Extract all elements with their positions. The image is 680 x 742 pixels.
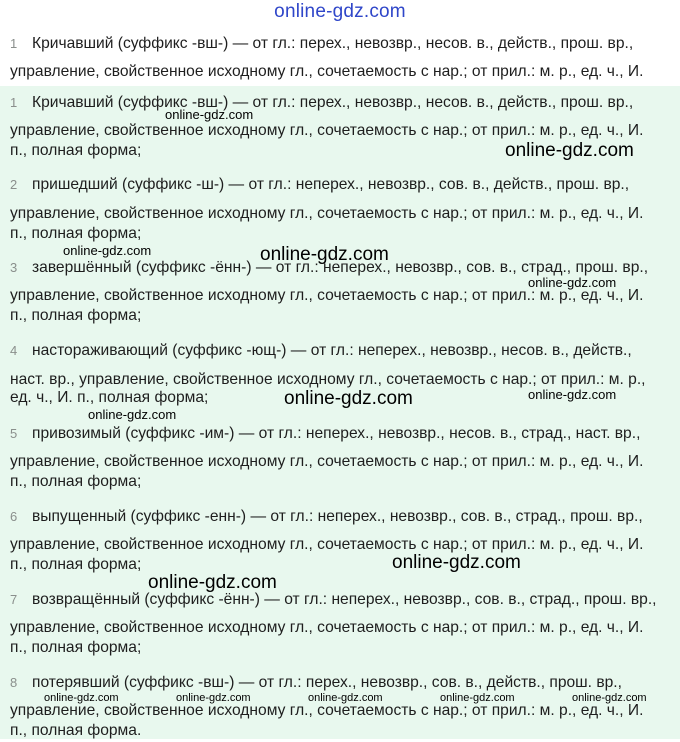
watermark: online-gdz.com	[176, 692, 251, 704]
answer-line: привозимый (суффикс -им-) — от гл.: неперех., невозвр., несов. в., страд., наст. вр.,	[32, 425, 641, 442]
answer-line: управление, свойственное исходному гл., сочетаемость с нар.; от прил.: м. р., ед. ч., И.	[10, 205, 644, 222]
answer-line: управление, свойственное исходному гл., сочетаемость с нар.; от прил.: м. р., ед. ч., И.	[10, 287, 644, 304]
answer-line: п., полная форма;	[10, 307, 142, 324]
answer-line: управление, свойственное исходному гл., сочетаемость с нар.; от прил.: м. р., ед. ч., И.	[10, 702, 644, 719]
task-line: Кричавший (суффикс -вш-) — от гл.: перех., невозвр., несов. в., действ., прош. вр.,	[32, 35, 634, 52]
watermark: online-gdz.com	[148, 572, 277, 593]
site-header-link[interactable]: online-gdz.com	[274, 1, 406, 22]
answer-line: управление, свойственное исходному гл., сочетаемость с нар.; от прил.: м. р., ед. ч., И.	[10, 122, 644, 139]
answer-line: п., полная форма;	[10, 225, 142, 242]
answer-line: управление, свойственное исходному гл., сочетаемость с нар.; от прил.: м. р., ед. ч., И.	[10, 536, 644, 553]
answer-line: управление, свойственное исходному гл., сочетаемость с нар.; от прил.: м. р., ед. ч., И.	[10, 619, 644, 636]
answer-line: возвращённый (суффикс -ённ-) — от гл.: неперех., невозвр., сов. в., страд., прош. вр.,	[32, 591, 657, 608]
answer-line: потерявший (суффикс -вш-) — от гл.: перех., невозвр., сов. в., действ., прош. вр.,	[32, 674, 622, 691]
answer-number: 4	[10, 343, 18, 358]
answer-line: пришедший (суффикс -ш-) — от гл.: неперех., невозвр., сов. в., действ., прош. вр.,	[32, 176, 630, 193]
answer-line: п., полная форма.	[10, 722, 142, 739]
watermark: online-gdz.com	[308, 692, 383, 704]
watermark: online-gdz.com	[505, 140, 634, 161]
answer-line: п., полная форма;	[10, 473, 142, 490]
watermark: online-gdz.com	[392, 552, 521, 573]
answer-line: ед. ч., И. п., полная форма;	[10, 389, 209, 406]
watermark: online-gdz.com	[572, 692, 647, 704]
watermark: online-gdz.com	[260, 244, 389, 265]
watermark: online-gdz.com	[528, 275, 617, 290]
answer-line: наст. вр., управление, свойственное исходному гл., сочетаемость с нар.; от прил.: м. р.,	[10, 371, 646, 388]
answer-number: 5	[10, 426, 18, 441]
answer-number: 2	[10, 177, 18, 192]
answer-line: п., полная форма;	[10, 556, 142, 573]
watermark: online-gdz.com	[440, 692, 515, 704]
task-line: управление, свойственное исходному гл., сочетаемость с нар.; от прил.: м. р., ед. ч., И.	[10, 63, 644, 80]
answer-line: завершённый (суффикс -ённ-) — от гл.: неперех., невозвр., сов. в., страд., прош. вр.,	[32, 259, 649, 276]
answer-line: управление, свойственное исходному гл., сочетаемость с нар.; от прил.: м. р., ед. ч., И.	[10, 453, 644, 470]
task-block	[0, 28, 680, 86]
watermark: online-gdz.com	[528, 387, 617, 402]
task-number: 1	[10, 36, 18, 51]
watermark: online-gdz.com	[63, 243, 152, 258]
answer-number: 3	[10, 260, 18, 275]
watermark: online-gdz.com	[88, 407, 177, 422]
answer-line: выпущенный (суффикс -енн-) — от гл.: неперех., невозвр., сов. в., страд., прош. вр.,	[32, 508, 643, 525]
answer-line: п., полная форма;	[10, 639, 142, 656]
answer-number: 7	[10, 592, 18, 607]
answer-line: настораживающий (суффикс -ющ-) — от гл.: неперех., невозвр., несов. в., действ.,	[32, 342, 632, 359]
watermark: online-gdz.com	[165, 107, 254, 122]
watermark: online-gdz.com	[44, 692, 119, 704]
answer-line: Кричавший (суффикс -вш-) — от гл.: перех., невозвр., несов. в., действ., прош. вр.,	[32, 94, 634, 111]
watermark: online-gdz.com	[284, 388, 413, 409]
answer-line: п., полная форма;	[10, 142, 142, 159]
answer-number: 1	[10, 95, 18, 110]
answer-number: 6	[10, 509, 18, 524]
answer-number: 8	[10, 675, 18, 690]
